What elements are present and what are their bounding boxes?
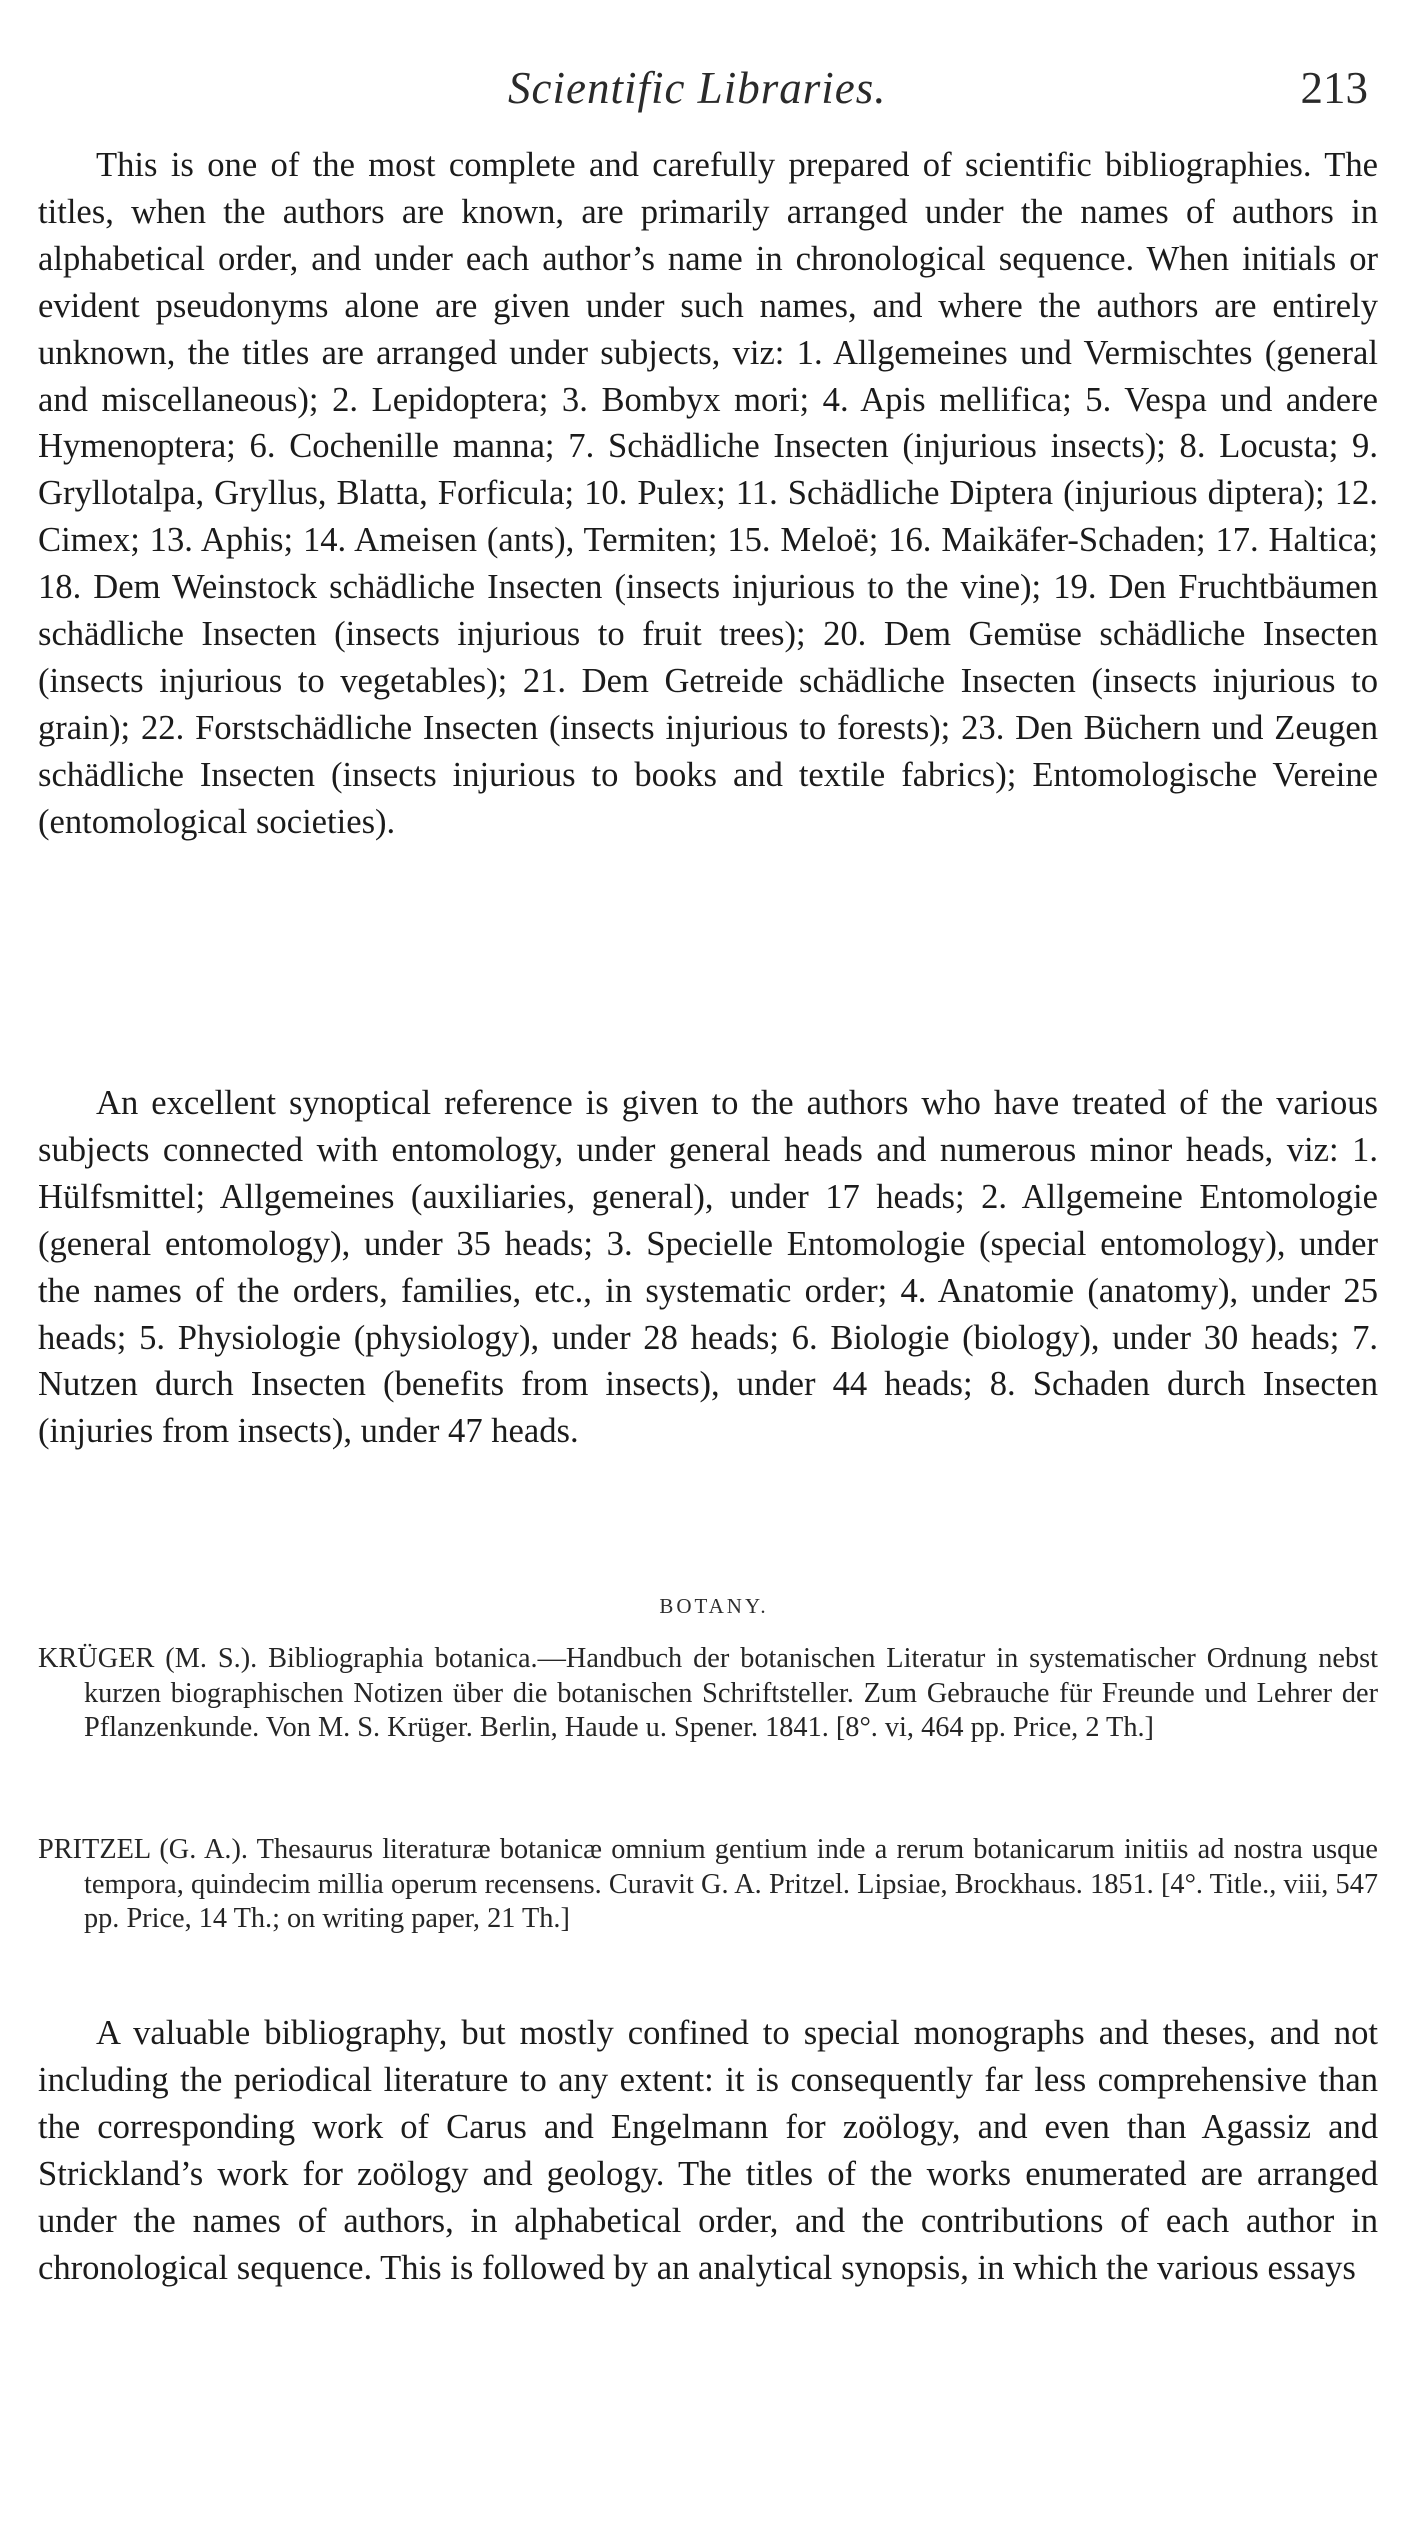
bibliography-entry-pritzel: [38, 1833, 1378, 1937]
paragraph-valuable-bibliography: A valuable bibliography, but mostly confined to special monographs and theses, and not including the periodical literature to any extent: it is consequently far less comprehensive than the corresponding work of Carus and Engelmann for zoölogy, and even than Agassiz and Strickland’s work for zoölogy and geology. The titles of the works enumerated are arranged under the names of authors, in alphabetical order, and the contributions of each author in chronological sequence. This is followed by an analytical synopsis, in which the various essays: [38, 2014, 1378, 2287]
page-number: 213: [1300, 63, 1368, 113]
section-heading-botany: BOTANY.: [659, 1594, 769, 1618]
running-title: Scientific Libraries.: [508, 63, 887, 113]
paragraph-synoptical-reference: An excellent synoptical reference is given to the authors who have treated of the various subjects connected with entomology, under general heads and numerous minor heads, viz: 1. Hülfsmittel; Allgemeines (auxiliaries, general), under 17 heads; 2. Allgemeine Entomologie (general entomology), under 35 heads; 3. Specielle Entomologie (special entomology), under the names of the orders, families, etc., in systematic order; 4. Anatomie (anatomy), under 25 heads; 5. Physiologie (physiology), under 28 heads; 6. Biologie (biology), under 30 heads; 7. Nutzen durch Insecten (benefits from insects), under 44 heads; 8. Schaden durch Insecten (injuries from insects), under 47 heads.: [38, 1084, 1378, 1451]
running-head: [38, 62, 1368, 118]
entry-text: KRÜGER (M. S.). Bibliographia botanica.—Handbuch der botanischen Literatur in systematischer Ordnung nebst kurzen biographischen Notizen über die botanischen Schriftsteller. Zum Gebrauche für Freunde und Lehrer der Pflanzenkunde. Von M. S. Krüger. Berlin, Haude u. Spener. 1841. [8°. vi, 464 pp. Price, 2 Th.]: [38, 1643, 1378, 1743]
entry-text: PRITZEL (G. A.). Thesaurus literaturæ botanicæ omnium gentium inde a rerum botanicarum initiis ad nostra usque tempora, quindecim millia operum recensens. Curavit G. A. Pritzel. Lipsiae, Brockhaus. 1851. [4°. Title., viii, 547 pp. Price, 14 Th.; on writing paper, 21 Th.]: [38, 1834, 1378, 1934]
bibliography-entry-kruger: [38, 1642, 1378, 1746]
paragraph-entomology-subjects: This is one of the most complete and carefully prepared of scientific bibliographies. The titles, when the authors are known, are primarily arranged under the names of authors in alphabetical order, and under each author’s name in chronological sequence. When initials or evident pseudonyms alone are given under such names, and where the authors are entirely unknown, the titles are arranged under subjects, viz: 1. Allgemeines und Vermischtes (general and miscellaneous); 2. Lepidoptera; 3. Bombyx mori; 4. Apis mellifica; 5. Vespa und andere Hymenoptera; 6. Cochenille manna; 7. Schädliche Insecten (injurious insects); 8. Locusta; 9. Gryllotalpa, Gryllus, Blatta, Forficula; 10. Pulex; 11. Schädliche Diptera (injurious diptera); 12. Cimex; 13. Aphis; 14. Ameisen (ants), Termiten; 15. Meloë; 16. Maikäfer-Schaden; 17. Haltica; 18. Dem Weinstock schädliche Insecten (insects injurious to the vine); 19. Den Fruchtbäumen schädliche Insecten (insects injurious to fruit trees); 20. Dem Gemüse schädliche Insecten (insects injurious to vegetables); 21. Dem Getreide schädliche Insecten (insects injurious to grain); 22. Forstschädliche Insecten (insects injurious to forests); 23. Den Büchern und Zeugen schädliche Insecten (insects injurious to books and textile fabrics); Entomologische Vereine (entomological societies).: [38, 146, 1378, 841]
